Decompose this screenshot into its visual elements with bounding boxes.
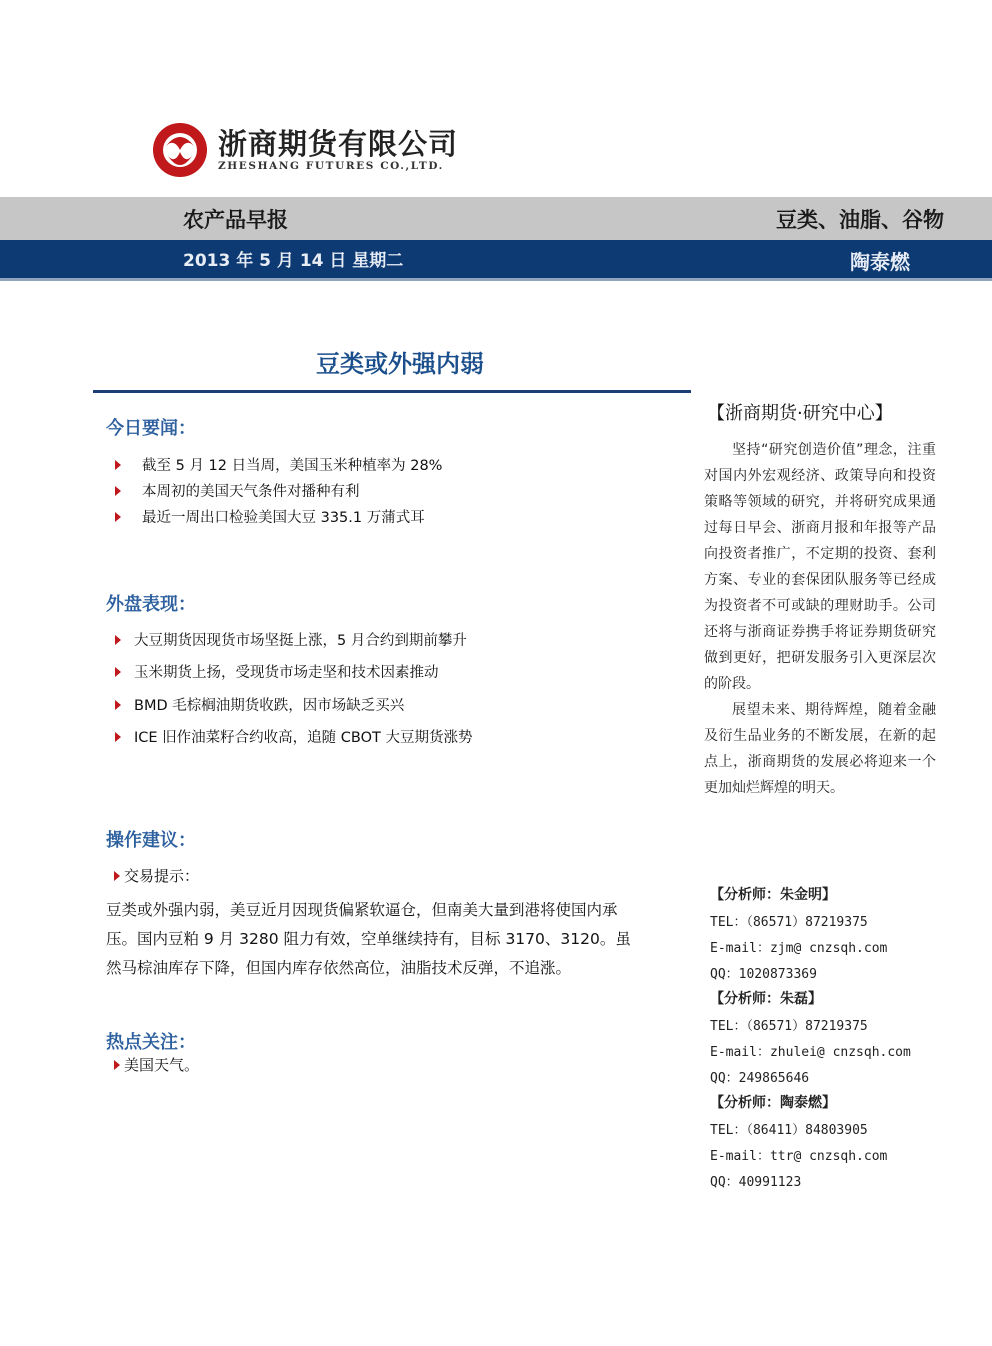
focus-item: 美国天气。 [124,1056,200,1074]
analyst-heading: 【分析师：朱磊】 [710,991,822,1007]
page-title: 豆类或外强内弱 [316,350,484,378]
list-item: 大豆期货因现货市场坚挺上涨，5 月合约到期前攀升 [134,633,467,649]
list-item: 截至 5 月 12 日当周，美国玉米种植率为 28% [142,458,443,474]
bullet-arrow-icon [115,512,121,522]
analyst-qq: QQ：249865646 [710,1071,810,1086]
company-logo-icon [152,122,208,178]
list-item: BMD 毛棕榈油期货收跌，因市场缺乏买兴 [134,698,405,714]
company-name-cn: 浙商期货有限公司 [218,127,459,161]
bullet-arrow-icon [115,635,121,645]
analyst-tel: TEL：（86571）87219375 [710,1019,868,1034]
analyst-email: E-mail：zhulei@ cnzsqh.com [710,1045,911,1060]
bullet-arrow-icon [115,667,121,677]
overseas-heading: 外盘表现： [106,594,196,615]
report-type: 农产品早报 [183,208,288,232]
bullet-arrow-icon [114,871,120,881]
research-center-intro [704,437,936,801]
title-divider [93,390,691,393]
list-item: 本周初的美国天气条件对播种有利 [142,484,360,500]
trade-tip-label: 交易提示： [124,867,200,885]
focus-heading: 热点关注： [106,1032,196,1053]
header-band-blue [0,240,992,278]
analyst-email: E-mail：zjm@ cnzsqh.com [710,941,888,956]
bullet-arrow-icon [115,486,121,496]
bullet-arrow-icon [115,460,121,470]
bullet-arrow-icon [115,732,121,742]
company-name-en: ZHESHANG FUTURES CO.,LTD. [218,160,444,172]
advice-line: 然马棕油库存下降，但国内库存依然高位，油脂技术反弹，不追涨。 [106,959,572,977]
report-author: 陶泰燃 [850,250,910,274]
advice-heading: 操作建议： [106,830,196,851]
research-center-heading: 【浙商期货·研究中心】 [707,403,893,424]
intro-paragraph: 坚持“研究创造价值”理念，注重对国内外宏观经济、政策导向和投资策略等领域的研究，并将研究成果通过每日早会、浙商月报和年报等产品向投资者推广，不定期的投资、套利方案、专业的套保团队服务等已经成为投资者不可或缺的理财助手。公司还将与浙商证券携手将证券期货研究做到更好，把研发服务引入更深层次的阶段。 [704,442,936,692]
header-band-shadow [0,278,992,281]
report-category: 豆类、油脂、谷物 [776,208,944,232]
analyst-tel: TEL：（86411）84803905 [710,1123,868,1138]
report-date: 2013 年 5 月 14 日 星期二 [183,251,404,271]
advice-line: 豆类或外强内弱，美豆近月因现货偏紧软逼仓，但南美大量到港将使国内承 [106,901,618,919]
advice-line: 压。国内豆粕 9 月 3280 阻力有效，空单继续持有，目标 3170、3120。虽 [106,930,631,948]
list-item: ICE 旧作油菜籽合约收高，追随 CBOT 大豆期货涨势 [134,730,473,746]
advice-paragraph [106,896,676,983]
analyst-tel: TEL：（86571）87219375 [710,915,868,930]
bullet-arrow-icon [114,1060,120,1070]
analyst-heading: 【分析师：陶泰燃】 [710,1095,836,1111]
analyst-heading: 【分析师：朱金明】 [710,887,836,903]
analyst-email: E-mail：ttr@ cnzsqh.com [710,1149,888,1164]
analyst-qq: QQ：40991123 [710,1175,802,1190]
analyst-qq: QQ：1020873369 [710,967,817,982]
news-heading: 今日要闻： [106,418,196,439]
list-item: 玉米期货上扬，受现货市场走坚和技术因素推动 [134,665,439,681]
bullet-arrow-icon [115,700,121,710]
intro-paragraph: 展望未来、期待辉煌，随着金融及衍生品业务的不断发展，在新的起点上，浙商期货的发展必将迎来一个更加灿烂辉煌的明天。 [704,702,936,796]
list-item: 最近一周出口检验美国大豆 335.1 万蒲式耳 [142,510,425,526]
